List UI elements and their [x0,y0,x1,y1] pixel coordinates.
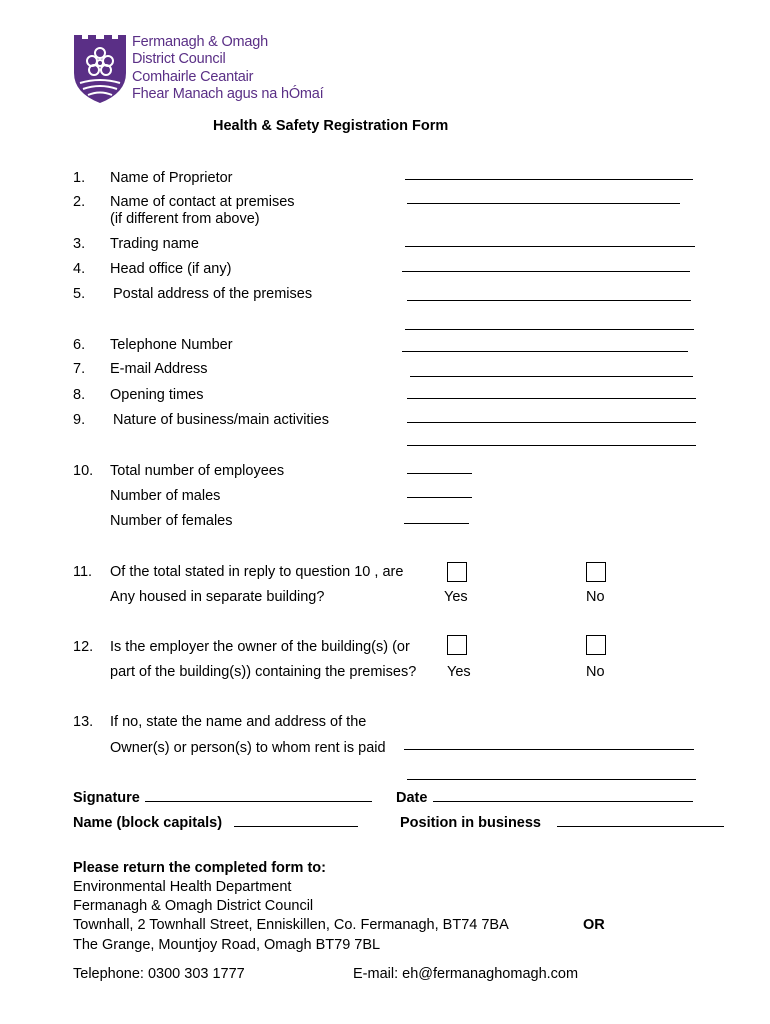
or-label: OR [583,917,605,933]
q1-answer-line[interactable] [405,179,693,180]
question-number: 12. [73,639,94,655]
question-number: 6. [73,337,86,353]
question-number: 4. [73,261,86,277]
question-number: 2. [73,194,86,210]
return-council: Fermanagh & Omagh District Council [73,898,314,914]
name-label: Name (block capitals) [73,815,223,831]
return-telephone: Telephone: 0300 303 1777 [73,966,245,982]
return-address-enniskillen: Townhall, 2 Townhall Street, Enniskillen, Co. Fermanagh, BT74 7BA [73,917,509,933]
q12-yes-checkbox[interactable] [447,635,467,655]
question-number: 11. [73,564,93,580]
q11-label-line2: Any housed in separate building? [110,589,325,605]
q10-males-line[interactable] [407,497,472,498]
question-number: 7. [73,361,86,377]
q7-answer-line[interactable] [410,376,693,377]
q9-answer-line-1[interactable] [407,422,696,423]
q11-yes-label: Yes [444,589,468,605]
council-crest-icon [72,33,128,105]
q7-label: E-mail Address [110,361,208,377]
question-number: 13. [73,714,94,730]
q10-label: Total number of employees [110,463,285,479]
q2-sublabel: (if different from above) [110,211,260,227]
question-number: 1. [73,170,86,186]
q11-no-checkbox[interactable] [586,562,606,582]
q12-label-line2: part of the building(s)) containing the premises? [110,664,417,680]
q4-label: Head office (if any) [110,261,232,277]
return-email[interactable]: E-mail: eh@fermanaghomagh.com [353,966,579,982]
question-number: 10. [73,463,94,479]
signature-label: Signature [73,790,140,806]
q10-females-line[interactable] [404,523,469,524]
logo-line: Fhear Manach agus na hÓmaí [132,86,324,102]
q10-females-label: Number of females [110,513,233,529]
q13-label-line2: Owner(s) or person(s) to whom rent is paid [110,740,386,756]
return-department: Environmental Health Department [73,879,292,895]
q11-label-line1: Of the total stated in reply to question 10 , are [110,564,404,580]
q2-answer-line[interactable] [407,203,680,204]
question-number: 8. [73,387,86,403]
q5-answer-line-1[interactable] [407,300,691,301]
date-line[interactable] [433,801,693,802]
return-heading: Please return the completed form to: [73,860,326,876]
name-line[interactable] [234,826,358,827]
position-label: Position in business [400,815,541,831]
q8-label: Opening times [110,387,204,403]
q5-label: Postal address of the premises [113,286,313,302]
q13-label-line1: If no, state the name and address of the [110,714,367,730]
q9-label: Nature of business/main activities [113,412,329,428]
q1-label: Name of Proprietor [110,170,233,186]
question-number: 3. [73,236,86,252]
position-line[interactable] [557,826,724,827]
q9-answer-line-2[interactable] [407,445,696,446]
q5-answer-line-2[interactable] [405,329,694,330]
q10-males-label: Number of males [110,488,221,504]
q12-no-checkbox[interactable] [586,635,606,655]
q12-label-line1: Is the employer the owner of the building(s) (or [110,639,410,655]
form-title: Health & Safety Registration Form [213,118,449,134]
q8-answer-line[interactable] [407,398,696,399]
q11-yes-checkbox[interactable] [447,562,467,582]
q2-label: Name of contact at premises [110,194,295,210]
q3-answer-line[interactable] [405,246,695,247]
q6-answer-line[interactable] [402,351,688,352]
logo-line: Fermanagh & Omagh [132,34,269,50]
q10-total-line[interactable] [407,473,472,474]
council-name-english [132,34,268,68]
q12-no-label: No [586,664,605,680]
return-address-omagh: The Grange, Mountjoy Road, Omagh BT79 7BL [73,937,381,953]
q11-no-label: No [586,589,605,605]
date-label: Date [396,790,428,806]
q12-yes-label: Yes [447,664,471,680]
question-number: 5. [73,286,86,302]
q4-answer-line[interactable] [402,271,690,272]
q6-label: Telephone Number [110,337,233,353]
logo-line: Comhairle Ceantair [132,69,254,85]
q13-answer-line-2[interactable] [407,779,696,780]
logo-line: District Council [132,51,226,67]
council-name-irish [132,69,323,103]
signature-line[interactable] [145,801,372,802]
q13-answer-line-1[interactable] [404,749,694,750]
q3-label: Trading name [110,236,199,252]
question-number: 9. [73,412,86,428]
